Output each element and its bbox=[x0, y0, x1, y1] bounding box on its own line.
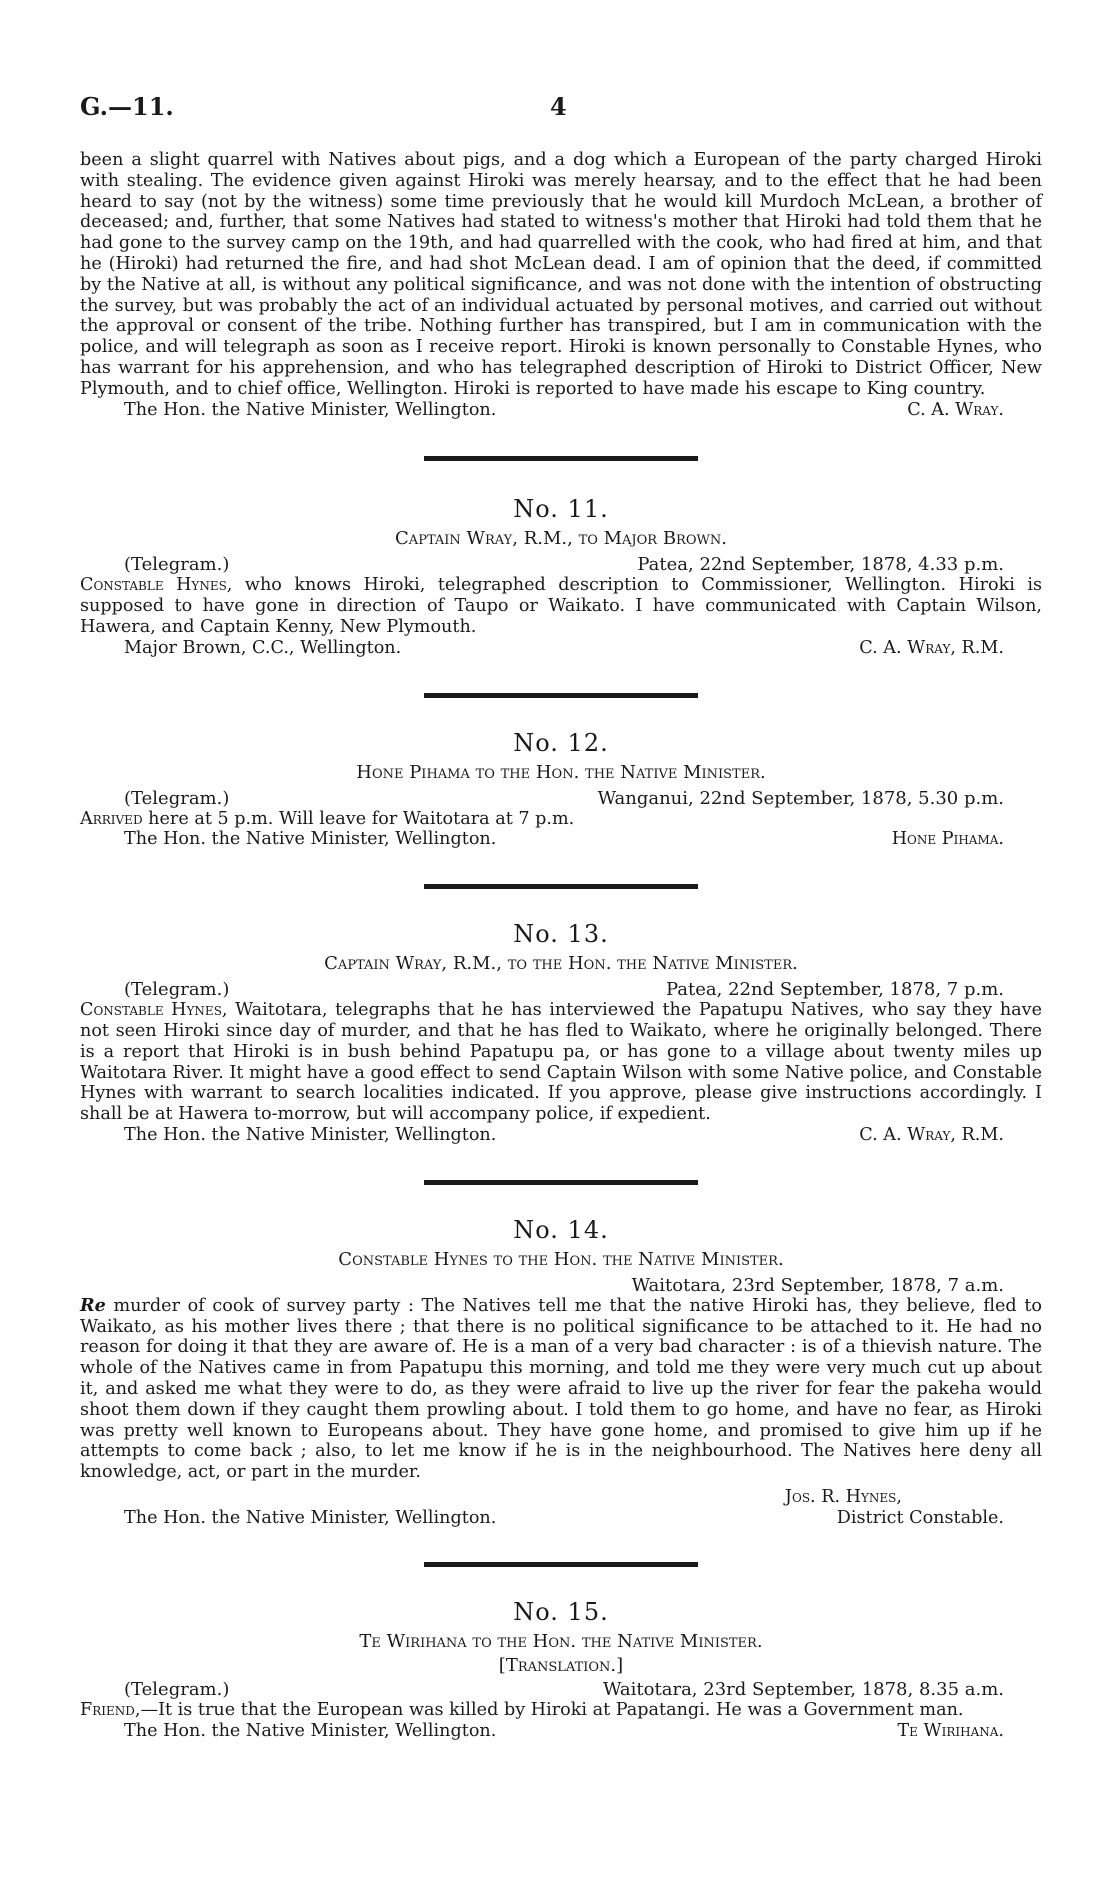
translation-note: [Translation.] bbox=[498, 1655, 624, 1677]
letter-type: (Telegram.) bbox=[124, 1679, 230, 1701]
letter-subtitle: Hone Pihama to the Hon. the Native Minister. bbox=[356, 761, 766, 783]
letter-13 bbox=[80, 919, 1042, 1146]
letter-meta bbox=[80, 1679, 1042, 1700]
letter-number: No. 11. bbox=[513, 495, 609, 524]
letter-number: No. 12. bbox=[513, 728, 609, 757]
addressee: The Hon. the Native Minister, Wellington. bbox=[124, 1721, 497, 1742]
letter-dateline: Patea, 22nd September, 1878, 7 p.m. bbox=[665, 979, 1004, 1001]
signature: C. A. Wray. bbox=[907, 399, 1004, 420]
signature: Hone Pihama. bbox=[891, 829, 1004, 850]
letter-12 bbox=[80, 728, 1042, 851]
letter-lead: Re bbox=[80, 1294, 106, 1316]
signature: C. A. Wray, R.M. bbox=[859, 1124, 1004, 1145]
letter-signoff bbox=[80, 829, 1042, 850]
letter-subtitle: Te Wirihana to the Hon. the Native Minister. bbox=[359, 1631, 763, 1653]
letter-dateline: Waitotara, 23rd September, 1878, 8.35 a.m. bbox=[603, 1679, 1004, 1701]
letter-body bbox=[80, 575, 1042, 637]
letter-meta bbox=[80, 1275, 1042, 1296]
letter-text: —It is true that the European was killed by Hiroki at Papatangi. He was a Government man. bbox=[140, 1700, 964, 1721]
letter-14 bbox=[80, 1215, 1042, 1529]
letter-11 bbox=[80, 494, 1042, 658]
letter-type: (Telegram.) bbox=[124, 979, 230, 1001]
letter-dateline: Waitotara, 23rd September, 1878, 7 a.m. bbox=[631, 1274, 1004, 1296]
letter-signoff bbox=[80, 1721, 1042, 1742]
letter-body bbox=[80, 809, 1042, 830]
intro-paragraph: been a slight quarrel with Natives about pigs, and a dog which a European of the party charged Hiroki with stealing. The evidence given against Hiroki was merely hearsay, and to the effect that he had been heard to say (not by the witness) some time previously that he would kill Murdoch McLean, a brother of deceased; and, further, that some Natives had stated to witness's mother that Hiroki had told them that he had gone to the survey camp on the 19th, and had quarrelled with the cook, who had fired at him, and that he (Hiroki) had returned the fire, and had shot McLean dead. I am of opinion that the deed, if committed by the Native at all, is without any political significance, and was not done with the intention of obstructing the survey, but was probably the act of an individual actuated by personal motives, and carried out without the approval or consent of the tribe. Nothing further has transpired, but I am in communication with the police, and will telegraph as soon as I receive report. Hiroki is known personally to Constable Hynes, who has warrant for his apprehension, and who has telegraphed description of Hiroki to District Officer, New Plymouth, and to chief office, Wellington. Hiroki is reported to have made his escape to King country. bbox=[80, 150, 1042, 399]
page-header bbox=[80, 92, 1042, 126]
letter-text: who knows Hiroki, telegraphed description to Commissioner, Wellington. Hiroki is supposed to have gone in direction of Taupo or Waikato. I have communicated with Captain Wilson, Hawera, and Captain Kenny, New Plymouth. bbox=[80, 575, 1042, 637]
signature: Te Wirihana. bbox=[897, 1721, 1004, 1742]
document-id: G.—11. bbox=[80, 92, 174, 121]
letter-lead: Friend, bbox=[80, 1700, 141, 1721]
signature-title: District Constable. bbox=[836, 1507, 1004, 1528]
letter-text: murder of cook of survey party : The Natives tell me that the native Hiroki has, they believe, fled to Waikato, as his mother lives there ; that there is no political significance to be attached to it. He had no reason for doing it that they are aware of. He is a man of a very bad character : is of a thievish nature. The whole of the Natives came in from Papatupu this morning, and told me they were very much cut up about it, and asked me what they were to do, as they were afraid to live up the river for fear the pakeha would shoot them down if they caught them prowling about. I told them to go home, and have no fear, as Hiroki was pretty well known to Europeans about. They have gone home, and promised to give him up if he attempts to come back ; also, to let me know if he is in the neighbourhood. The Natives here deny all knowledge, act, or part in the murder. bbox=[80, 1295, 1042, 1483]
signature: C. A. Wray, R.M. bbox=[859, 637, 1004, 658]
letter-dateline: Patea, 22nd September, 1878, 4.33 p.m. bbox=[637, 554, 1004, 576]
addressee: The Hon. the Native Minister, Wellington. bbox=[124, 829, 497, 850]
letter-lead: Constable Hynes, bbox=[80, 1000, 228, 1021]
letter-meta bbox=[80, 979, 1042, 1000]
letter-number: No. 15. bbox=[513, 1598, 609, 1627]
letter-text: here at 5 p.m. Will leave for Waitotara at 7 p.m. bbox=[142, 808, 575, 829]
letter-subtitle: Captain Wray, R.M., to Major Brown. bbox=[395, 528, 727, 550]
letter-text: Waitotara, telegraphs that he has interviewed the Papatupu Natives, who say they have not seen Hiroki since day of murder, and that he has fled to Waikato, where he originally belonged. There is a report that Hiroki is in bush behind Papatupu pa, or has gone to a village about twenty miles up Waitotara River. It might have a good effect to send Captain Wilson with some Native police, and Constable Hynes with warrant to search localities indicated. If you approve, please give instructions accordingly. I shall be at Hawera to-morrow, but will accompany police, if expedient. bbox=[80, 1000, 1042, 1125]
letter-lead: Arrived bbox=[80, 808, 143, 829]
section-rule bbox=[424, 1180, 698, 1185]
letter-body bbox=[80, 1700, 1042, 1721]
page-body bbox=[80, 150, 1042, 1742]
letter-lead: Constable Hynes, bbox=[80, 575, 233, 596]
letter-meta bbox=[80, 788, 1042, 809]
section-rule bbox=[424, 1562, 698, 1567]
addressee: Major Brown, C.C., Wellington. bbox=[124, 637, 402, 658]
signature-block bbox=[80, 1487, 1042, 1508]
letter-signoff bbox=[80, 1125, 1042, 1146]
letter-subtitle: Constable Hynes to the Hon. the Native Minister. bbox=[338, 1248, 784, 1270]
intro-signoff bbox=[80, 400, 1042, 421]
addressee: The Hon. the Native Minister, Wellington. bbox=[124, 1124, 497, 1145]
letter-number: No. 13. bbox=[513, 920, 609, 949]
letter-signoff bbox=[80, 1508, 1042, 1529]
addressee: The Hon. the Native Minister, Wellington. bbox=[124, 399, 497, 420]
letter-number: No. 14. bbox=[513, 1215, 609, 1244]
letter-type: (Telegram.) bbox=[124, 554, 230, 576]
addressee: The Hon. the Native Minister, Wellington. bbox=[124, 1507, 497, 1528]
section-rule bbox=[424, 884, 698, 889]
page-number: 4 bbox=[550, 92, 567, 121]
letter-body bbox=[80, 1000, 1042, 1125]
letter-dateline: Wanganui, 22nd September, 1878, 5.30 p.m. bbox=[597, 787, 1004, 809]
section-rule bbox=[424, 456, 698, 461]
letter-signoff bbox=[80, 638, 1042, 659]
letter-body bbox=[80, 1296, 1042, 1483]
section-rule bbox=[424, 693, 698, 698]
letter-type: (Telegram.) bbox=[124, 787, 230, 809]
letter-subtitle: Captain Wray, R.M., to the Hon. the Native Minister. bbox=[324, 953, 798, 975]
signature: Jos. R. Hynes, bbox=[784, 1486, 902, 1507]
letter-15 bbox=[80, 1597, 1042, 1742]
letter-meta bbox=[80, 554, 1042, 575]
